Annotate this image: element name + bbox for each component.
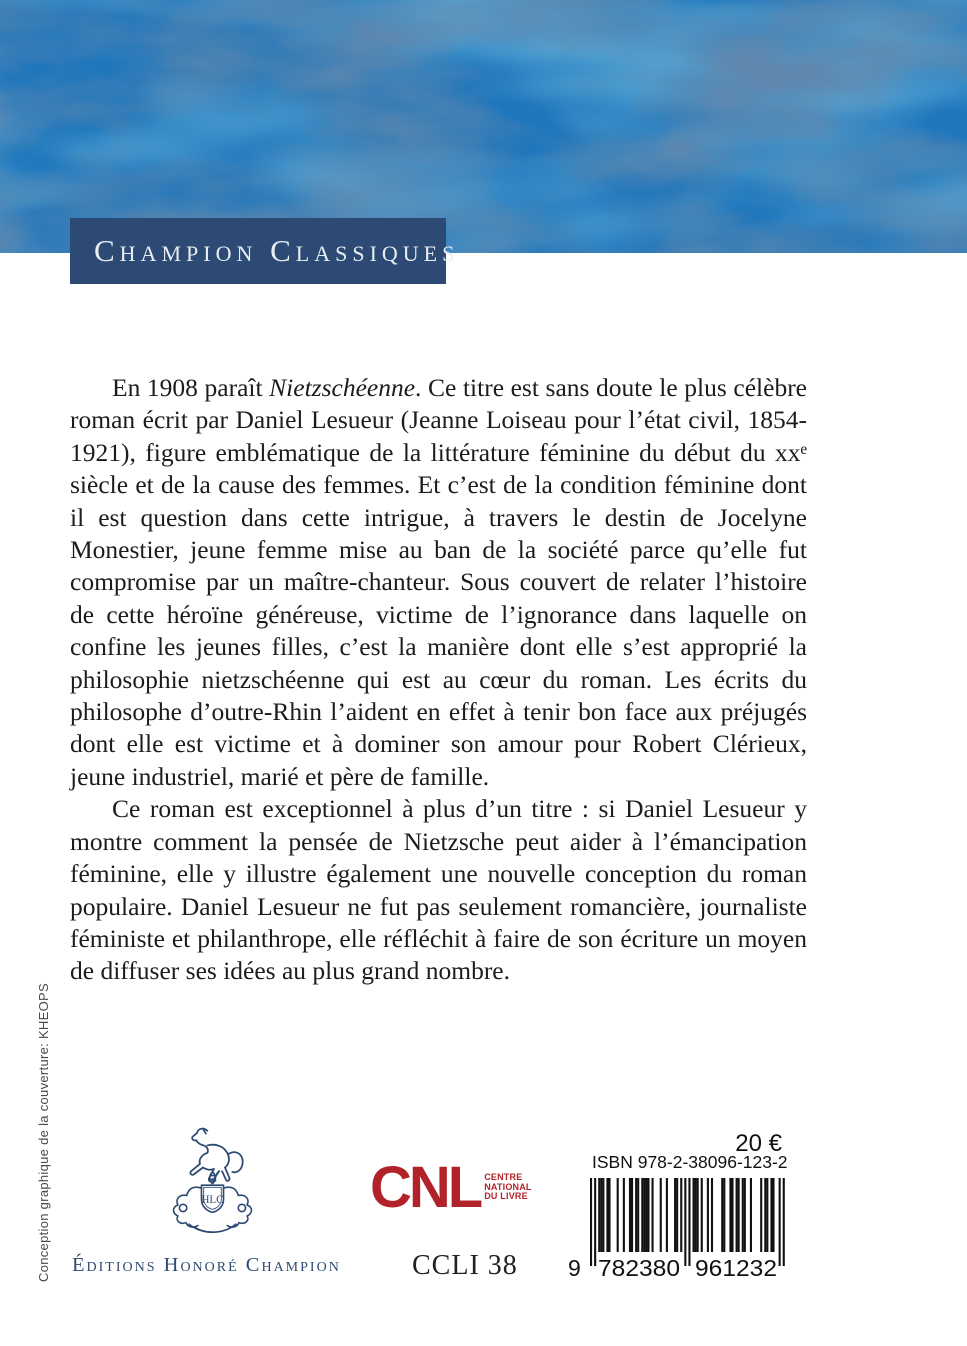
cnl-subtitle-line2: NATIONAL xyxy=(484,1181,532,1192)
marbled-cover-texture xyxy=(0,0,967,253)
barcode-bars xyxy=(590,1178,785,1266)
hlc-monogram: HLC xyxy=(201,1193,224,1206)
isbn-label: ISBN 978-2-38096-123-2 xyxy=(592,1152,788,1172)
cnl-letters: CNL xyxy=(370,1155,481,1220)
collection-banner-label: Champion Classiques xyxy=(94,233,460,268)
cnl-subtitle xyxy=(484,1173,531,1202)
publisher-name: Éditions Honoré Champion xyxy=(72,1254,341,1276)
barcode-digits-right: 961232 xyxy=(695,1255,777,1280)
barcode-digit-lead: 9 xyxy=(568,1255,581,1280)
cnl-subtitle-line3: DU LIVRE xyxy=(484,1191,528,1201)
ean13-barcode xyxy=(566,1176,788,1280)
design-credit: Conception graphique de la couverture: KHEOPS xyxy=(36,983,51,1282)
blurb-paragraph-1 xyxy=(70,372,807,793)
price: 20 € xyxy=(735,1130,782,1157)
cnl-logo xyxy=(370,1155,532,1220)
barcode-digits-left: 782380 xyxy=(598,1255,680,1280)
blurb-p1-lead: En 1908 paraît xyxy=(112,373,270,402)
rearing-horse-icon xyxy=(190,1129,242,1182)
book-title-italic: Nietzschéenne xyxy=(269,373,416,402)
cnl-subtitle-line1: CENTRE xyxy=(484,1172,523,1182)
back-cover-blurb xyxy=(70,372,807,988)
honore-champion-logo xyxy=(150,1116,275,1244)
collection-banner xyxy=(70,218,460,284)
blurb-paragraph-2: Ce roman est exceptionnel à plus d’un titre : si Daniel Lesueur y montre comment la pensée de Nietzsche peut aider à l’émancipation féminine, elle y illustre également une nouvelle conception du roman populaire. Daniel Lesueur ne fut pas seulement romancière, journaliste féministe et philanthrope, elle réfléchit à faire de son écriture un moyen de diffuser ses idées au plus grand nombre. xyxy=(70,794,807,986)
collection-code: CCLI 38 xyxy=(412,1250,518,1281)
blurb-p1-rest: . Ce titre est sans doute le plus célèbre roman écrit par Daniel Lesueur (Jeanne Loiseau pour l’état civil, 1854-1921), figure emblématique de la littérature féminine du début du xxᵉ siècle et de la cause des femmes. Et c’est de la condition féminine dont il est question dans cette intrigue, à travers le destin de Jocelyne Monestier, jeune femme mise au ban de la société parce qu’elle fut compromise par un maître-chanteur. Sous couvert de relater l’histoire de cette héroïne généreuse, victime de l’ignorance dans laquelle on confine les jeunes filles, c’est la manière dont elle s’est approprié la philosophie nietzschéenne qui est au cœur du roman. Les écrits du philosophe d’outre-Rhin l’aident en effet à tenir bon face aux préjugés dont elle est victime et à dominer son amour pour Robert Clérieux, jeune industriel, marié et père de famille. xyxy=(70,373,808,791)
